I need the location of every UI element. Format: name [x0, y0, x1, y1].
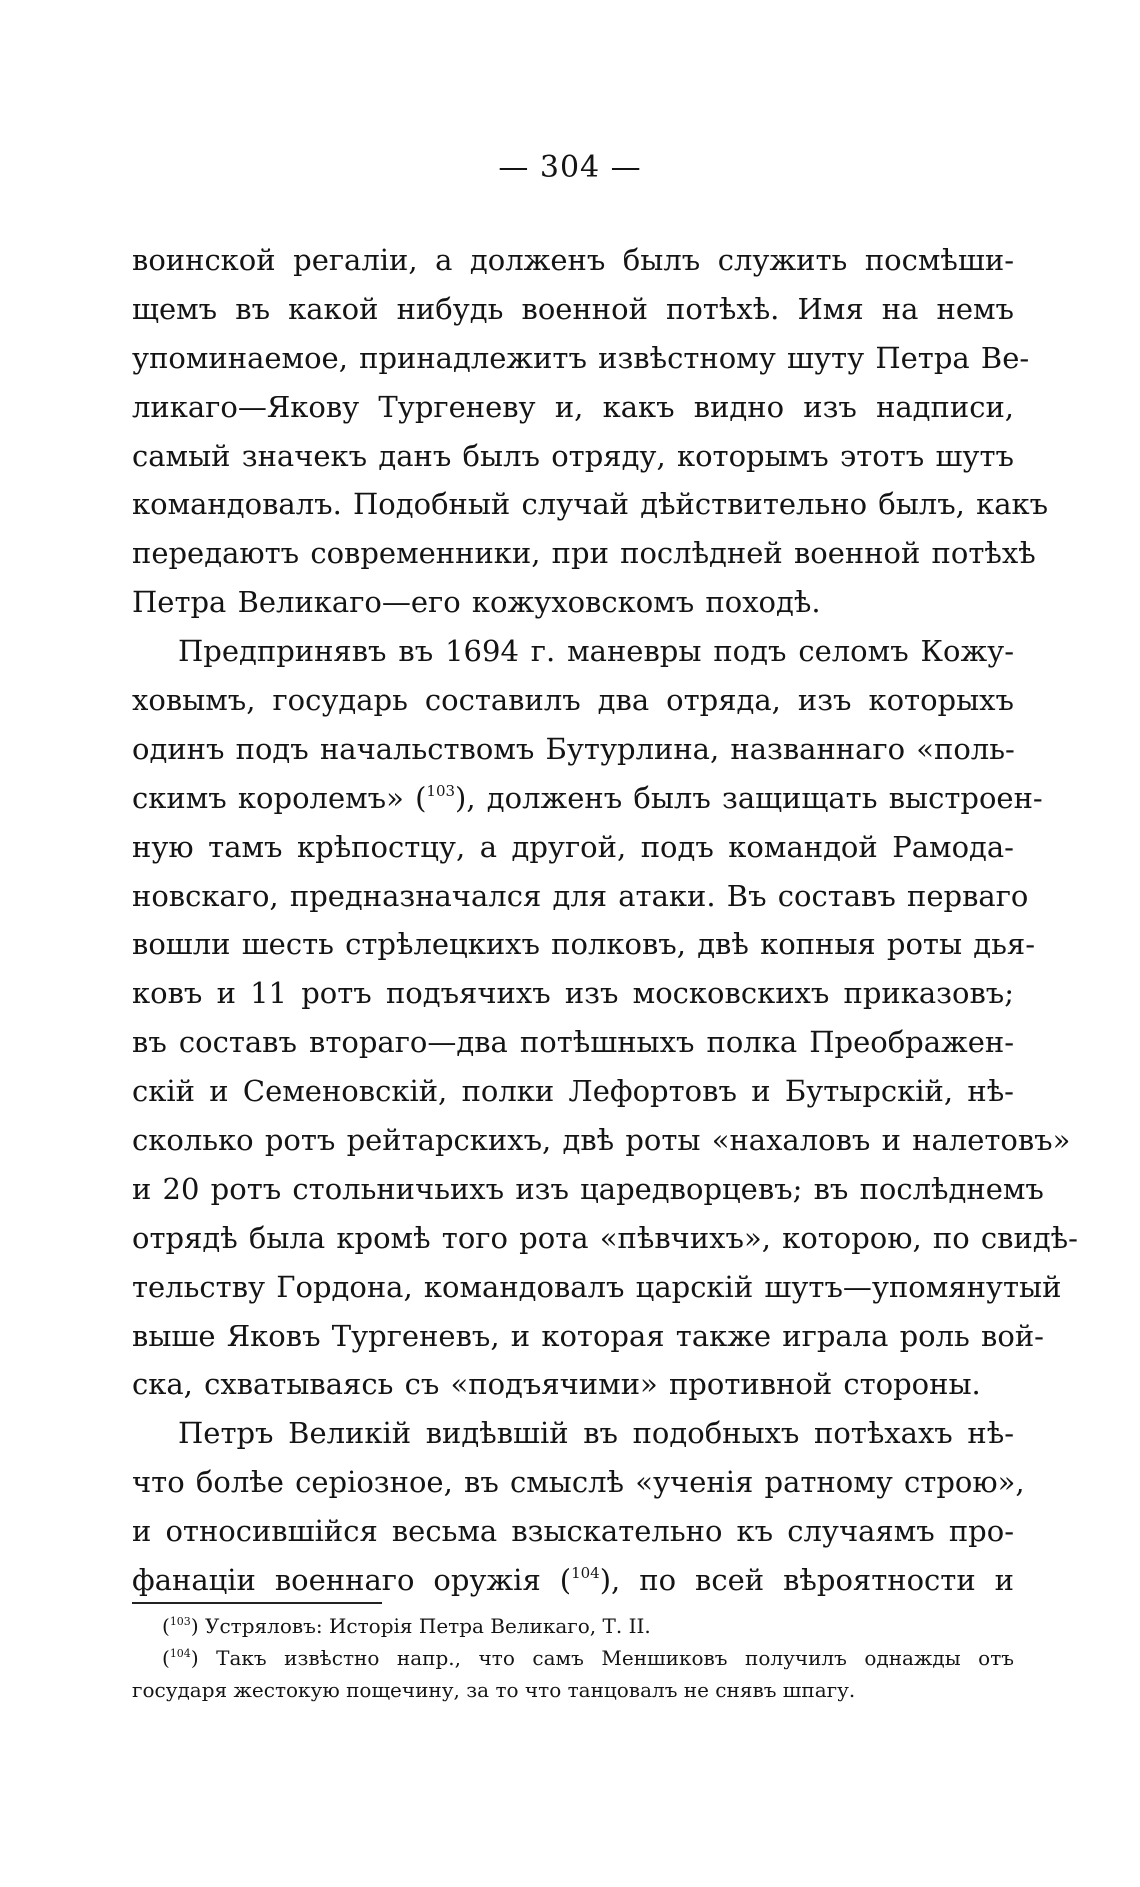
- footnote-ref[interactable]: 104: [571, 1564, 600, 1583]
- page-number: — 304 —: [498, 150, 642, 185]
- footnote-line: ($^{103}$) Устряловъ: Исторія Петра Великаго, Т. II.: [162, 1614, 651, 1638]
- text-line: передаютъ современники, при послѣдней военной потѣхѣ: [132, 536, 1036, 571]
- body-text: [132, 236, 1078, 1605]
- text-line: воинской регаліи, а долженъ былъ служить посмѣши-: [132, 243, 1014, 277]
- text-fragment: фанаціи военнаго оружія (: [132, 1563, 572, 1598]
- footnote-line: ($^{104}$) Такъ извѣстно напр., что самъ Меншиковъ получилъ однажды отъ: [162, 1646, 1014, 1670]
- text-line: выше Яковъ Тургеневъ, и которая также играла роль вой-: [132, 1318, 1044, 1353]
- text-line: упоминаемое, принадлежитъ извѣстному шуту Петра Ве-: [132, 340, 1030, 375]
- text-fragment: скимъ королемъ» (: [132, 780, 427, 815]
- text-line: сколько ротъ рейтарскихъ, двѣ роты «нахаловъ и налетовъ»: [132, 1123, 1071, 1158]
- text-fragment: ), долженъ былъ защищать выстроен-: [455, 780, 1043, 815]
- text-line: Предпринявъ въ 1694 г. маневры подъ селомъ Кожу-: [178, 634, 1014, 669]
- paragraph-1: [132, 236, 1049, 627]
- text-line: отрядѣ была кромѣ того рота «пѣвчихъ», которою, по свидѣ-: [132, 1220, 1078, 1255]
- text-line-with-footnote-ref: [132, 774, 1043, 823]
- text-line: тельству Гордона, командовалъ царскій шутъ—упомянутый: [132, 1269, 1062, 1304]
- text-line: самый значекъ данъ былъ отряду, которымъ этотъ шутъ: [132, 438, 1014, 473]
- text-line: ную тамъ крѣпостцу, а другой, подъ командой Рамода-: [132, 829, 1014, 864]
- text-line: ховымъ, государь составилъ два отряда, изъ которыхъ: [132, 683, 1014, 718]
- footnote-text: Устряловъ: Исторія Петра Великаго, Т. II.: [204, 1614, 651, 1638]
- footnote-divider: [132, 1602, 382, 1604]
- text-fragment: ), по всей вѣроятности и: [599, 1563, 1014, 1598]
- text-line: одинъ подъ начальствомъ Бутурлина, названнаго «поль-: [132, 731, 1015, 766]
- text-line: и 20 ротъ стольничьихъ изъ царедворцевъ; въ послѣднемъ: [132, 1171, 1044, 1206]
- text-line: въ составъ втораго—два потѣшныхъ полка Преображен-: [132, 1025, 1014, 1060]
- text-line: Петра Великаго—его кожуховскомъ походѣ.: [132, 585, 821, 620]
- text-line: ковъ и 11 ротъ подъячихъ изъ московскихъ приказовъ;: [132, 976, 1014, 1011]
- footnote-103: [132, 1610, 1014, 1642]
- text-line: командовалъ. Подобный случай дѣйствительно былъ, какъ: [132, 487, 1049, 522]
- text-line-with-footnote-ref: [132, 1556, 1014, 1605]
- footnote-number: 104: [169, 1647, 191, 1660]
- text-line: новскаго, предназначался для атаки. Въ составъ перваго: [132, 878, 1029, 913]
- text-line: скій и Семеновскій, полки Лефортовъ и Бутырскій, нѣ-: [132, 1074, 1014, 1109]
- footnote-104: [132, 1642, 1014, 1706]
- text-line: вошли шесть стрѣлецкихъ полковъ, двѣ копныя роты дья-: [132, 927, 1036, 962]
- paragraph-3: [132, 1409, 1025, 1605]
- footnote-line: государя жестокую пощечину, за то что танцовалъ не снявъ шпагу.: [132, 1678, 856, 1702]
- footnote-number: 103: [169, 1615, 191, 1628]
- paragraph-2: [132, 627, 1078, 1409]
- footnote-text: Такъ извѣстно напр., что самъ Меншиковъ получилъ однажды отъ: [216, 1646, 1014, 1670]
- text-line: ликаго—Якову Тургеневу и, какъ видно изъ надписи,: [132, 389, 1014, 424]
- text-line: щемъ въ какой нибудь военной потѣхѣ. Имя на немъ: [132, 291, 1014, 326]
- text-line: Петръ Великій видѣвшій въ подобныхъ потѣхахъ нѣ-: [178, 1416, 1014, 1451]
- text-line: и относившійся весьма взыскательно къ случаямъ про-: [132, 1514, 1014, 1549]
- text-line: ска, схватываясь съ «подъячими» противной стороны.: [132, 1367, 981, 1402]
- text-line: что болѣе серіозное, въ смыслѣ «ученія ратному строю»,: [132, 1465, 1025, 1500]
- footnote-ref[interactable]: 103: [426, 781, 456, 800]
- footnotes: [132, 1610, 1014, 1706]
